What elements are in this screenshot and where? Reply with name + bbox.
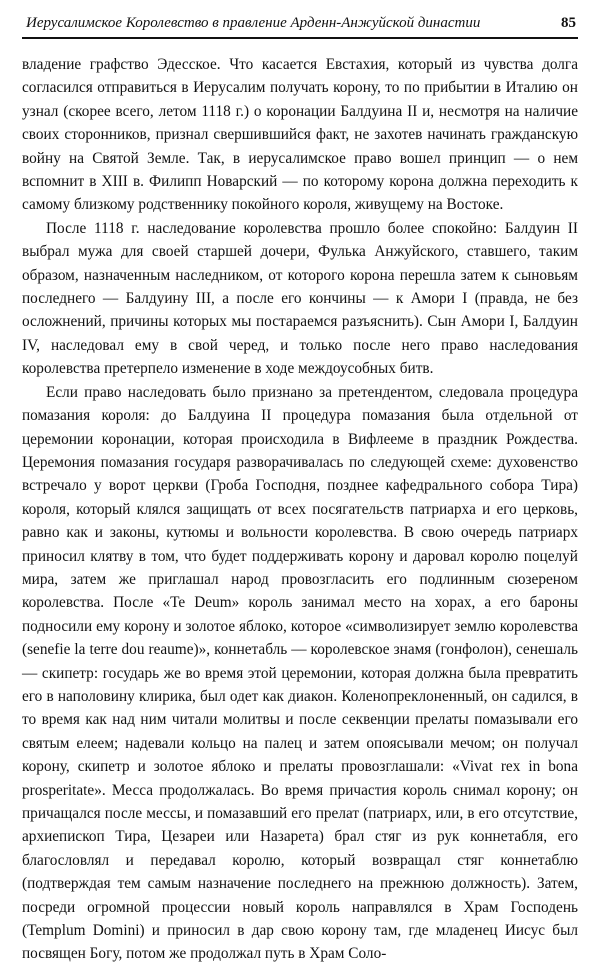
paragraph-1: владение графство Эдесское. Что касается Евстахия, который из чувства долга согласился отправиться в Иерусалим получать корону, то по прибытии в Италию он узнал (скорее всего, летом 1118 г.) о коронации Балдуина II и, несмотря на наличие своих сторонников, признал свершившийся факт, не захотев начинать гражданскую войну на Святой Земле. Так, в иерусалимское право вошел принцип — о нем вспомнит в XIII в. Филипп Новарский — по которому корона должна переходить к самому близкому родственнику покойного короля, живущему на Востоке.: [22, 56, 578, 214]
paragraph-2: После 1118 г. наследование королевства прошло более спокойно: Балдуин II выбрал мужа для своей старшей дочери, Фулька Анжуйского, ставшего, таким образом, назначенным наследником, от которого корона перешла затем к сыновьям последнего — Балдуину III, а после его кончины — к Амори I (правда, не без осложнений, причины которых мы постараемся разъяснить). Сын Амори I, Балдуин IV, наследовал ему в свой черед, и только после него право наследования королевства претерпело изменение в ходе междоусобных битв.: [22, 219, 578, 378]
body-text: [22, 53, 578, 966]
running-title: Иерусалимское Королевство в правление Арденн-Анжуйской династии: [26, 15, 481, 31]
running-header: [22, 14, 578, 39]
paragraph-3: Если право наследовать было признано за претендентом, следовала процедура помазания короля: до Балдуина II процедура помазания была отдельной от церемонии коронации, которая происходила в Вифлееме в праздник Рождества. Церемония помазания государя разворачивалась по следующей схеме: духовенство встречало у ворот церкви (Гроба Господня, позднее кафедрального собора Тира) короля, который клялся защищать от всех посягательств патриарха и его церковь, равно как и законы, кутюмы и вольности королевства. В свою очередь патриарх приносил клятву в том, что будет поддерживать корону и даровал королю поцелуй мира, затем же приглашал народ провозгласить его подлинным сюзереном королевства. После «Te Deum» король занимал место на хорах, а его бароны подносили ему корону и золотое яблоко, которое «символизирует землю королевства (senefie la terre dou reaume)», коннетабль — королевское знамя (гонфолон), сенешаль — скипетр: государь же во время этой церемонии, которая должна была превратить его в наполовину клирика, был одет как диакон. Коленопреклоненный, он садился, в то время как над ним читали молитвы и после секвенции прелаты помазывали его святым елеем; надевали кольцо на палец и затем опоясывали мечом; он получал корону, скипетр и золотое яблоко и прелаты провозглашали: «Vivat rex in bona prosperitate». Месса продолжалась. Во время причастия король снимал корону; он причащался после мессы, и помазавший его прелат (патриарх, или, в его отсутствие, архиепископ Тира, Цезареи или Назарета) брал стяг из рук коннетабля, его благословлял и передавал королю, который возвращал стяг коннетаблю (подтверждая тем самым назначение последнего на прежнюю должность). Затем, посреди огромной процессии новый король направлялся в Храм Господень (Templum Domini) и приносил в дар свою корону там, где младенец Иисус был посвящен Богу, потом же продолжал путь в Храм Соло-: [22, 383, 578, 963]
page-number: 85: [561, 15, 576, 31]
